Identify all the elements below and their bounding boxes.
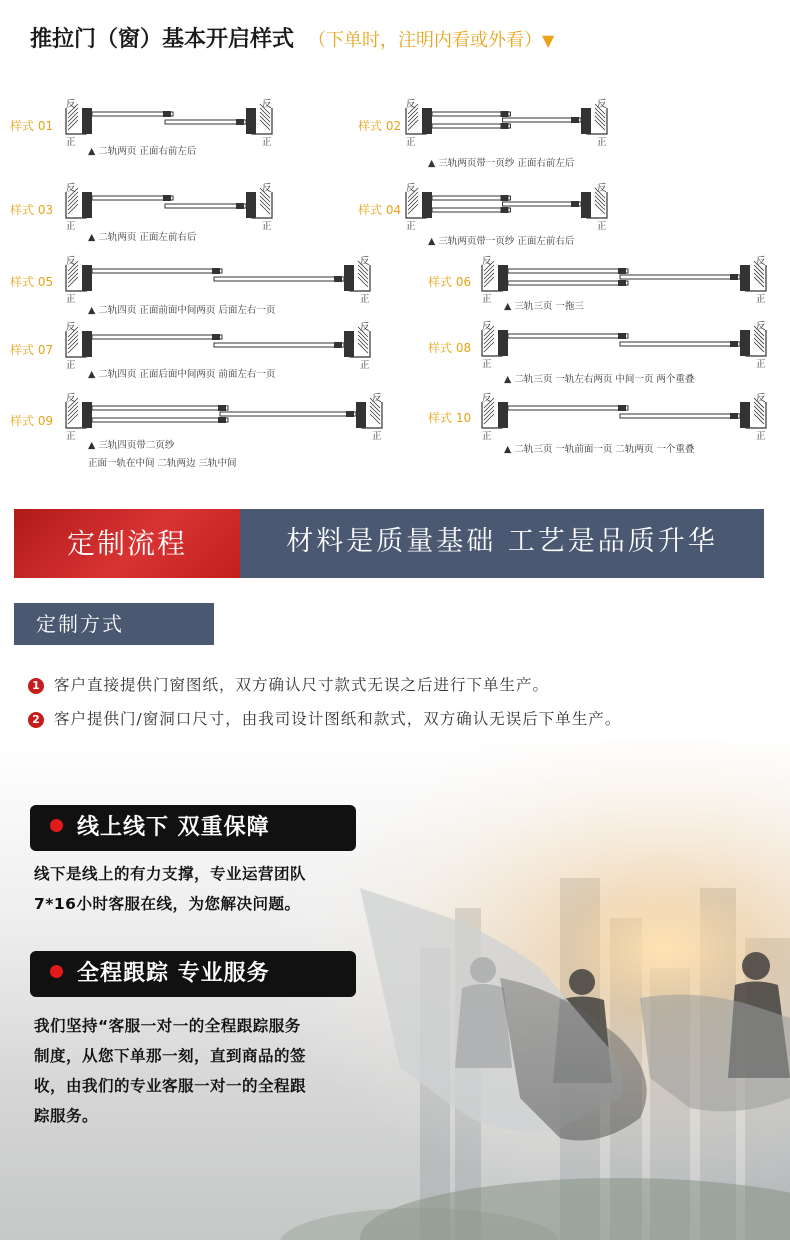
style-label: 样式 07 (10, 343, 54, 357)
style-description (88, 366, 275, 380)
side-mark: 反 (406, 183, 416, 194)
service-line: 7*16小时客服在线，为您解决问题。 (34, 895, 301, 913)
style-description (88, 437, 237, 469)
side-mark: 正 (406, 221, 416, 232)
side-mark: 正 (482, 294, 492, 305)
style-description (88, 143, 196, 157)
side-mark: 正 (597, 137, 607, 148)
page-title (30, 22, 554, 53)
side-mark: 反 (66, 393, 76, 404)
side-mark: 反 (66, 322, 76, 333)
style-description-line: ▲ 二轨两页 正面右前左后 (88, 146, 197, 157)
side-mark: 正 (756, 294, 766, 305)
side-mark: 反 (360, 322, 370, 333)
style-description-line: ▲ 二轨两页 正面左前右后 (88, 232, 197, 243)
method-item-text: 客户直接提供门窗图纸，双方确认尺寸款式无误之后进行下单生产。 (54, 676, 550, 694)
style-description (88, 302, 275, 316)
method-item-1 (28, 673, 549, 695)
sliding-door-diagram (480, 322, 768, 364)
service-title-text: 全程跟踪 专业服务 (77, 961, 270, 986)
side-mark: 反 (482, 321, 492, 332)
style-description (504, 298, 584, 312)
style-description (504, 371, 694, 385)
sliding-door-diagram (64, 257, 372, 299)
side-mark: 反 (262, 183, 272, 194)
side-mark: 反 (756, 256, 766, 267)
sliding-door-diagram (64, 184, 274, 226)
side-mark: 正 (597, 221, 607, 232)
sliding-door-diagram (480, 257, 768, 299)
side-mark: 反 (597, 99, 607, 110)
style-description-line: ▲ 二轨四页 正面前面中间两页 后面左右一页 (88, 305, 276, 316)
side-mark: 反 (756, 393, 766, 404)
style-label: 样式 08 (428, 341, 472, 355)
side-mark: 正 (66, 137, 76, 148)
style-label: 样式 03 (10, 203, 54, 217)
side-mark: 反 (482, 393, 492, 404)
style-description-line: ▲ 二轨三页 一轨前面一页 二轨两页 一个重叠 (504, 444, 695, 455)
side-mark: 反 (262, 99, 272, 110)
side-mark: 正 (360, 294, 370, 305)
method-item-2 (28, 707, 621, 729)
service-section (0, 738, 790, 1240)
method-heading: 定制方式 (14, 603, 214, 645)
style-label: 样式 09 (10, 414, 54, 428)
style-label: 样式 06 (428, 275, 472, 289)
service-1-desc (34, 859, 306, 919)
sliding-door-diagram (64, 394, 384, 436)
side-mark: 正 (66, 221, 76, 232)
style-description (504, 441, 694, 455)
style-description-line: ▲ 三轨两页带一页纱 正面右前左后 (428, 158, 575, 169)
side-mark: 反 (66, 99, 76, 110)
service-line: 线下是线上的有力支撑，专业运营团队 (34, 865, 307, 883)
sliding-door-diagram (64, 323, 372, 365)
style-label: 样式 05 (10, 275, 54, 289)
style-description-line: ▲ 二轨三页 一轨左右两页 中间一页 两个重叠 (504, 374, 695, 385)
side-mark: 反 (406, 99, 416, 110)
number-badge-icon: 2 (28, 712, 44, 728)
side-mark: 反 (372, 393, 382, 404)
service-line: 我们坚持“客服一对一的全程跟踪服务 (34, 1017, 301, 1035)
method-item-text: 客户提供门/窗洞口尺寸，由我司设计图纸和款式，双方确认无误后下单生产。 (54, 710, 622, 728)
sliding-door-diagram (404, 184, 609, 226)
side-mark: 反 (66, 256, 76, 267)
side-mark: 正 (406, 137, 416, 148)
style-label: 样式 10 (428, 411, 472, 425)
style-description-line: ▲ 三轨三页 一拖三 (504, 301, 584, 312)
style-description (428, 155, 574, 169)
banner-slogan: 材料是质量基础 工艺是品质升华 (286, 526, 718, 557)
service-1-title (30, 805, 356, 851)
service-2-desc (34, 1011, 306, 1131)
title-note: （下单时，注明内看或外看） (308, 30, 543, 51)
service-line: 踪服务。 (34, 1107, 99, 1125)
side-mark: 正 (372, 431, 382, 442)
side-mark: 反 (66, 183, 76, 194)
side-mark: 正 (756, 431, 766, 442)
side-mark: 反 (756, 321, 766, 332)
style-label: 样式 02 (358, 119, 402, 133)
service-line: 收，由我们的专业客服一对一的全程跟 (34, 1077, 307, 1095)
side-mark: 正 (66, 431, 76, 442)
side-mark: 正 (482, 431, 492, 442)
banner-title: 定制流程 (66, 527, 187, 560)
side-mark: 正 (262, 221, 272, 232)
side-mark: 反 (597, 183, 607, 194)
service-title-text: 线上线下 双重保障 (77, 815, 270, 840)
side-mark: 反 (360, 256, 370, 267)
sliding-door-diagram (480, 394, 768, 436)
sliding-door-diagram (404, 100, 609, 142)
service-line: 制度，从您下单那一刻，直到商品的签 (34, 1047, 307, 1065)
style-label: 样式 01 (10, 119, 54, 133)
side-mark: 正 (360, 360, 370, 371)
style-label: 样式 04 (358, 203, 402, 217)
side-mark: 正 (66, 294, 76, 305)
style-description (428, 233, 574, 247)
side-mark: 正 (66, 360, 76, 371)
style-description-line: ▲ 二轨四页 正面后面中间两页 前面左右一页 (88, 369, 276, 380)
side-mark: 正 (756, 359, 766, 370)
red-dot-icon (50, 819, 63, 832)
number-badge-icon: 1 (28, 678, 44, 694)
style-description (88, 229, 196, 243)
style-description-line: ▲ 三轨两页带一页纱 正面左前右后 (428, 236, 575, 247)
style-description-line: 正面一轨在中间 二轨两边 三轨中间 (88, 458, 237, 469)
red-dot-icon (50, 965, 63, 978)
style-description-line: ▲ 三轨四页带二页纱 (88, 440, 175, 451)
title-text: 推拉门（窗）基本开启样式 (30, 27, 295, 52)
side-mark: 反 (482, 256, 492, 267)
side-mark: 正 (262, 137, 272, 148)
note-arrow-icon: ▼ (542, 31, 555, 50)
side-mark: 正 (482, 359, 492, 370)
sliding-door-diagram (64, 100, 274, 142)
service-2-title (30, 951, 356, 997)
